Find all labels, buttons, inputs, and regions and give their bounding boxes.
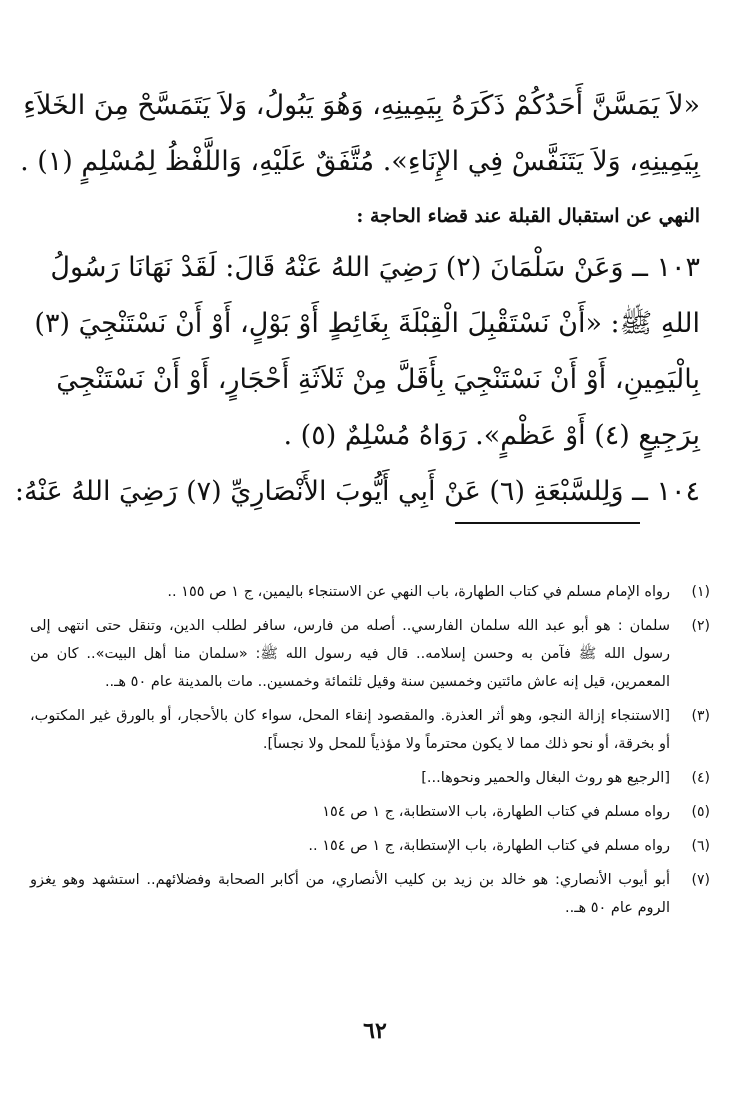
footnote [30, 578, 710, 606]
footnote-separator [455, 522, 640, 524]
hadith-103-line: اللهِ ﷺ: «أَنْ نَسْتَقْبِلَ الْقِبْلَةَ بِغَائِطٍ أَوْ بَوْلٍ، أَوْ أَنْ نَسْتَنْجِيَ (٣) [34, 308, 700, 339]
footnote-number: (٥) [691, 804, 710, 820]
footnote-number: (٤) [691, 770, 710, 786]
footnote-text: [الاستنجاء إزالة النجو، وهو أثر العذرة. والمقصود إنقاء المحل، سواء كان بالأحجار، أو بالورق غير المكتوب، أو بخرقة، أو نحو ذلك مما لا يكون محترماً ولا مؤذياً للمحل ولا نجساً]. [30, 708, 670, 752]
footnote-number: (٢) [691, 618, 710, 634]
main-text [14, 78, 700, 520]
footnote-text: رواه الإمام مسلم في كتاب الطهارة، باب النهي عن الاستنجاء باليمين، ج ١ ص ١٥٥ .. [167, 584, 670, 600]
footnote-text: [الرجيع هو روث البغال والحمير ونحوها...] [421, 770, 670, 786]
footnote-text: رواه مسلم في كتاب الطهارة، باب الإستطابة، ج ١ ص ١٥٤ .. [308, 838, 670, 854]
footnote-text: رواه مسلم في كتاب الطهارة، باب الاستطابة، ج ١ ص ١٥٤ [322, 804, 670, 820]
footnote-text: سلمان : هو أبو عبد الله سلمان الفارسي.. أصله من فارس، سافر لطلب الدين، وتنقل حتى انتهى إلى رسول الله ﷺ فآمن به وحسن إسلامه.. قال فيه رسول الله ﷺ: «سلمان منا أهل البيت».. كان من المعمرين، قيل إنه عاش مائتين وخمسين سنة وقيل ثلثمائة وخمسين.. مات بالمدينة عام ٥٠ هـ.. [30, 618, 670, 690]
footnote [30, 702, 710, 758]
hadith-103-line: بِرَجِيعٍ (٤) أَوْ عَظْمٍ». رَوَاهُ مُسْلِمٌ (٥) . [283, 420, 700, 451]
footnote-number: (١) [691, 584, 710, 600]
footnote-number: (٧) [691, 872, 710, 888]
hadith-103-line: بِالْيَمِينِ، أَوْ أَنْ نَسْتَنْجِيَ بِأَقَلَّ مِنْ ثَلاَثَةِ أَحْجَارٍ، أَوْ أَنْ نَسْتَنْجِيَ [56, 364, 700, 395]
footnote [30, 866, 710, 922]
section-heading: النهي عن استقبال القبلة عند قضاء الحاجة : [356, 205, 700, 227]
hadith-text-line: بِيَمِينِهِ، وَلاَ يَتَنَفَّسْ فِي الإِنَاءِ». مُتَّفَقٌ عَلَيْهِ، وَاللَّفْظُ لِمُسْلِمٍ (١) . [20, 146, 700, 177]
footnote-text: أبو أيوب الأنصاري: هو خالد بن زيد بن كليب الأنصاري، من أكابر الصحابة وفضلائهم.. استشهد وهو يغزو الروم عام ٥٠ هـ.. [30, 872, 670, 916]
footnote [30, 612, 710, 696]
footnote [30, 798, 710, 826]
footnote [30, 832, 710, 860]
footnote-number: (٣) [691, 708, 710, 724]
hadith-104-line: ١٠٤ ــ وَلِلسَّبْعَةِ (٦) عَنْ أَبِي أَيُّوبَ الأَنْصَارِيِّ (٧) رَضِيَ اللهُ عَنْهُ: [14, 476, 700, 507]
hadith-103-line: ١٠٣ ــ وَعَنْ سَلْمَانَ (٢) رَضِيَ اللهُ عَنْهُ قَالَ: لَقَدْ نَهَانَا رَسُولُ [50, 252, 700, 283]
hadith-text-line: «لاَ يَمَسَّنَّ أَحَدُكُمْ ذَكَرَهُ بِيَمِينِهِ، وَهُوَ يَبُولُ، وَلاَ يَتَمَسَّحْ مِنَ الخَلاَءِ [23, 90, 700, 121]
page-number: ٦٢ [363, 1018, 387, 1044]
footnote-number: (٦) [691, 838, 710, 854]
footnotes [30, 578, 710, 928]
footnote [30, 764, 710, 792]
